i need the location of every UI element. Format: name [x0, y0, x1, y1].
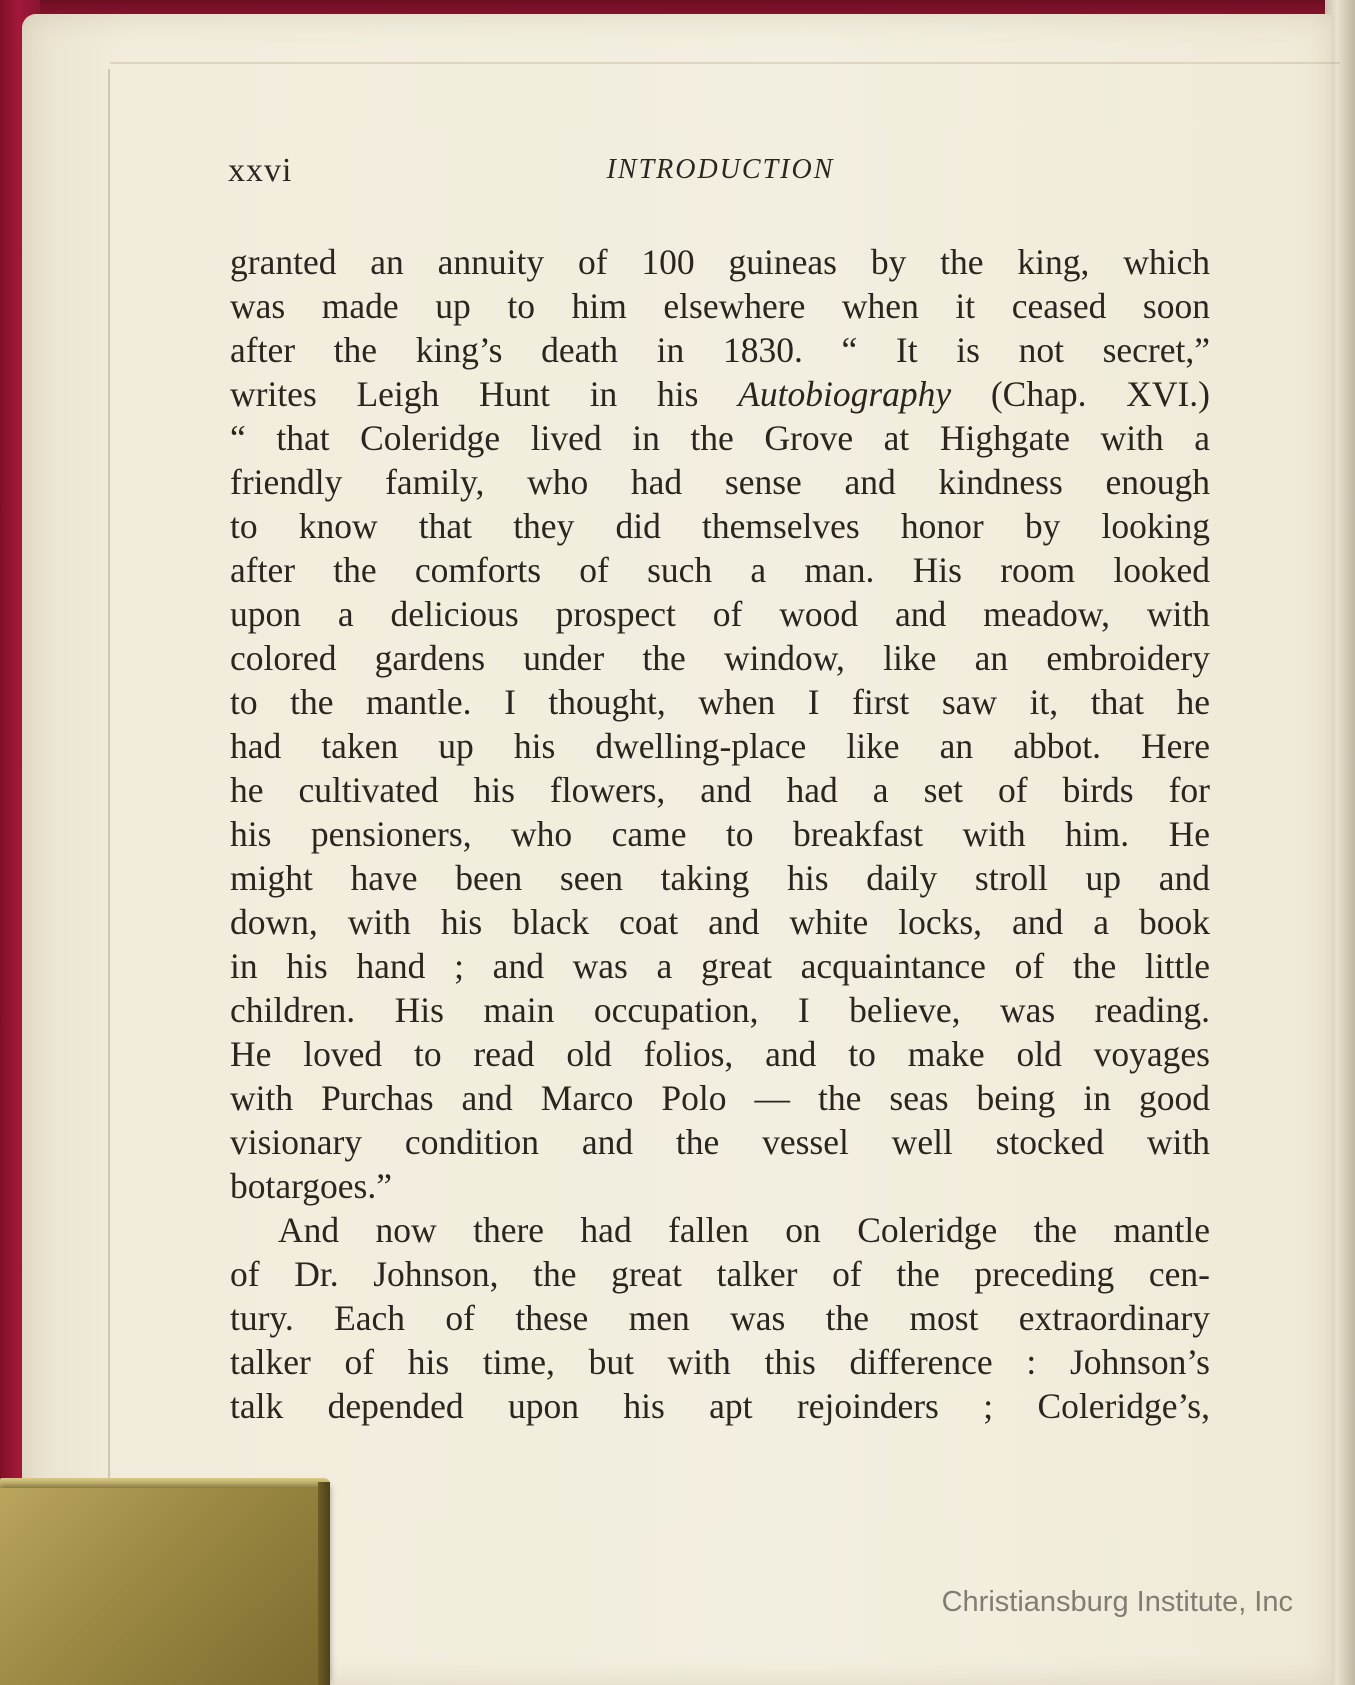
text-line: in his hand ; and was a great acquaintance of the little: [230, 946, 1210, 986]
text-line: with Purchas and Marco Polo — the seas being in good: [230, 1078, 1210, 1118]
text-line-with-title: [230, 372, 1210, 416]
text-line: children. His main occupation, I believe, was reading.: [230, 990, 1210, 1030]
text-segment: (Chap. XVI.): [951, 374, 1210, 414]
italic-book-title: Autobiography: [738, 374, 952, 414]
text-line: after the king’s death in 1830. “ It is not secret,”: [230, 330, 1210, 370]
text-line: might have been seen taking his daily stroll up and: [230, 858, 1210, 898]
text-segment: writes Leigh Hunt in his: [230, 374, 739, 414]
text-line: of Dr. Johnson, the great talker of the preceding cen-: [230, 1254, 1210, 1294]
text-line: was made up to him elsewhere when it ceased soon: [230, 286, 1210, 326]
text-line: after the comforts of such a man. His room looked: [230, 550, 1210, 590]
running-head: INTRODUCTION: [606, 154, 835, 185]
text-line: visionary condition and the vessel well stocked with: [230, 1122, 1210, 1162]
page-top-line: [110, 62, 1340, 64]
text-line: talker of his time, but with this difference : Johnson’s: [230, 1342, 1210, 1382]
text-line-paragraph-start: And now there had fallen on Coleridge the mantle: [278, 1210, 1210, 1250]
page-fold-line: [108, 69, 110, 1489]
text-line: to know that they did themselves honor by looking: [230, 506, 1210, 546]
text-line: granted an annuity of 100 guineas by the king, which: [230, 242, 1210, 282]
text-line: his pensioners, who came to breakfast with him. He: [230, 814, 1210, 854]
text-line: friendly family, who had sense and kindness enough: [230, 462, 1210, 502]
text-line: upon a delicious prospect of wood and meadow, with: [230, 594, 1210, 634]
text-line: talk depended upon his apt rejoinders ; Coleridge’s,: [230, 1386, 1210, 1426]
text-line: down, with his black coat and white locks, and a book: [230, 902, 1210, 942]
brass-clip: [0, 1488, 330, 1685]
watermark: Christiansburg Institute, Inc: [941, 1586, 1293, 1618]
text-line: “ that Coleridge lived in the Grove at Highgate with a: [230, 418, 1210, 458]
text-line: to the mantle. I thought, when I first saw it, that he: [230, 682, 1210, 722]
brass-clip-side: [318, 1482, 330, 1685]
text-line: he cultivated his flowers, and had a set of birds for: [230, 770, 1210, 810]
page-header: [228, 152, 1213, 192]
text-line: colored gardens under the window, like an embroidery: [230, 638, 1210, 678]
page-number: xxvi: [228, 152, 293, 189]
text-line: had taken up his dwelling-place like an abbot. Here: [230, 726, 1210, 766]
body-text: [230, 240, 1210, 1428]
text-line-paragraph-end: botargoes.”: [230, 1166, 393, 1206]
text-line: tury. Each of these men was the most extraordinary: [230, 1298, 1210, 1338]
text-line: He loved to read old folios, and to make old voyages: [230, 1034, 1210, 1074]
